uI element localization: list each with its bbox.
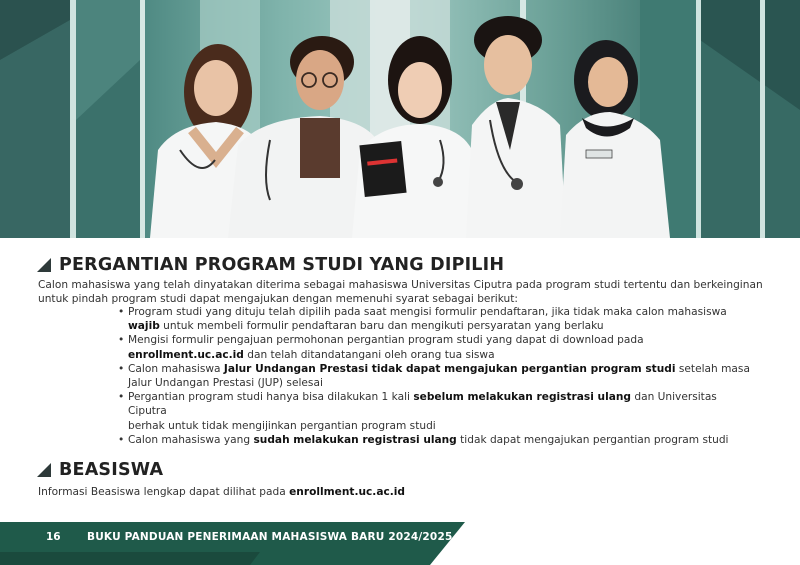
enrollment-link[interactable]: enrollment.uc.ac.id	[289, 486, 405, 498]
list-item: • Calon mahasiswa Jalur Undangan Prestasi tidak dapat mengajukan pergantian program studi setelah masa Jalur Undangan Prestasi (JUP) selesai	[118, 362, 758, 390]
footer-title: BUKU PANDUAN PENERIMAAN MAHASISWA BARU 2024/2025	[87, 531, 453, 543]
list-item: • Mengisi formulir pengajuan permohonan pergantian program studi yang dapat di download pada enrollment.uc.ac.id dan telah ditandatangani oleh orang tua siswa	[118, 333, 758, 361]
list-item: • Calon mahasiswa yang sudah melakukan registrasi ulang tidak dapat mengajukan pergantian program studi	[118, 433, 758, 447]
enrollment-link[interactable]: enrollment.uc.ac.id	[128, 348, 244, 361]
hero-photo	[0, 0, 800, 238]
list-item: • Pergantian program studi hanya bisa dilakukan 1 kali sebelum melakukan registrasi ulang dan Universitas Ciputra berhak untuk tidak mengijinkan pergantian program studi	[118, 390, 758, 433]
page-number: 16	[46, 531, 61, 543]
triangle-bullet-icon	[37, 258, 51, 272]
list-item: • Program studi yang dituju telah dipilih pada saat mengisi formulir pendaftaran, jika tidak maka calon mahasiswa wajib untuk membeli formulir pendaftaran baru dan mengikuti persyaratan yang berlaku	[118, 305, 758, 333]
section-heading-pergantian	[37, 255, 504, 275]
beasiswa-paragraph: Informasi Beasiswa lengkap dapat dilihat pada enrollment.uc.ac.id	[38, 486, 405, 498]
students-photo-icon	[0, 0, 800, 238]
triangle-bullet-icon	[37, 463, 51, 477]
intro-paragraph: Calon mahasiswa yang telah dinyatakan diterima sebagai mahasiswa Universitas Ciputra pada program studi tertentu dan berkeinginan untuk pindah program studi dapat mengajukan dengan memenuhi syarat sebagai berikut:	[38, 279, 763, 306]
section-heading-beasiswa	[37, 460, 163, 480]
section-title: PERGANTIAN PROGRAM STUDI YANG DIPILIH	[59, 255, 505, 275]
requirements-list	[118, 305, 758, 447]
section-title: BEASISWA	[59, 460, 164, 480]
footer-band	[0, 522, 800, 565]
